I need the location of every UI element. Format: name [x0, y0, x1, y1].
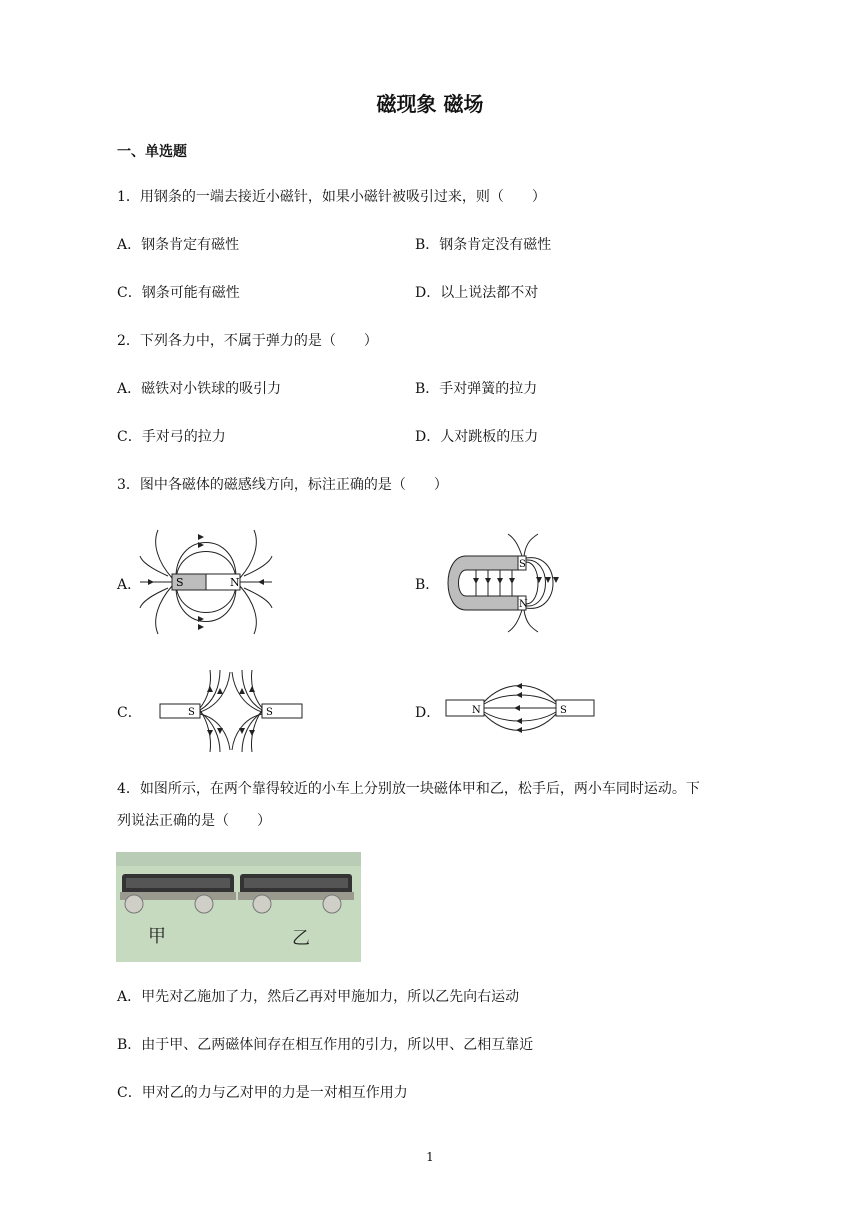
question-3-option-c: C．	[117, 705, 142, 721]
figure-a-left-pole: S	[176, 576, 184, 589]
page-number: 1	[426, 1150, 434, 1164]
bar-magnet-field-figure-a	[138, 522, 274, 642]
two-carts-photo	[116, 852, 361, 962]
question-4-option-a: A．甲先对乙施加了力，然后乙再对甲施加力，所以乙先向右运动	[117, 989, 520, 1005]
question-2-option-c: C．手对弓的拉力	[117, 429, 226, 445]
question-1-option-b: B．钢条肯定没有磁性	[415, 237, 552, 253]
figure-a-right-pole: N	[230, 576, 240, 589]
question-2-option-d: D．人对跳板的压力	[415, 429, 539, 445]
question-3-stem: 3．图中各磁体的磁感线方向，标注正确的是（ ）	[117, 477, 448, 493]
question-4-stem-line-1: 4．如图所示，在两个靠得较近的小车上分别放一块磁体甲和乙，松手后，两小车同时运动。下	[117, 781, 700, 797]
question-3-option-d: D．	[415, 705, 441, 721]
figure-c-right-pole: S	[266, 707, 273, 718]
question-4-option-c: C．甲对乙的力与乙对甲的力是一对相互作用力	[117, 1085, 408, 1101]
figure-d-left-pole: N	[472, 705, 481, 716]
question-2-stem: 2．下列各力中，不属于弹力的是（ ）	[117, 333, 378, 349]
like-poles-field-figure-c	[158, 668, 304, 754]
figure-c-left-pole: S	[188, 707, 195, 718]
horseshoe-magnet-field-figure-b	[436, 532, 566, 634]
question-3-option-b: B．	[415, 577, 440, 593]
figure-b-top-pole: S	[519, 559, 526, 570]
question-2-option-a: A．磁铁对小铁球的吸引力	[117, 381, 282, 397]
section-heading: 一、单选题	[117, 144, 187, 160]
question-1-option-d: D．以上说法都不对	[415, 285, 539, 301]
question-1-option-c: C．钢条可能有磁性	[117, 285, 240, 301]
question-2-option-b: B．手对弹簧的拉力	[415, 381, 538, 397]
figure-b-bottom-pole: N	[519, 599, 528, 610]
photo-label-yi: 乙	[292, 928, 310, 949]
figure-d-right-pole: S	[560, 705, 567, 716]
question-4-stem-line-2: 列说法正确的是（ ）	[117, 813, 271, 829]
question-4-option-b: B．由于甲、乙两磁体间存在相互作用的引力，所以甲、乙相互靠近	[117, 1037, 534, 1053]
photo-label-jia: 甲	[148, 926, 166, 947]
page-title: 磁现象 磁场	[376, 92, 484, 116]
question-1-option-a: A．钢条肯定有磁性	[117, 237, 240, 253]
unlike-poles-field-figure-d	[444, 672, 596, 744]
question-1-stem: 1．用钢条的一端去接近小磁针，如果小磁针被吸引过来，则（ ）	[117, 189, 546, 205]
question-3-option-a: A．	[117, 577, 142, 593]
